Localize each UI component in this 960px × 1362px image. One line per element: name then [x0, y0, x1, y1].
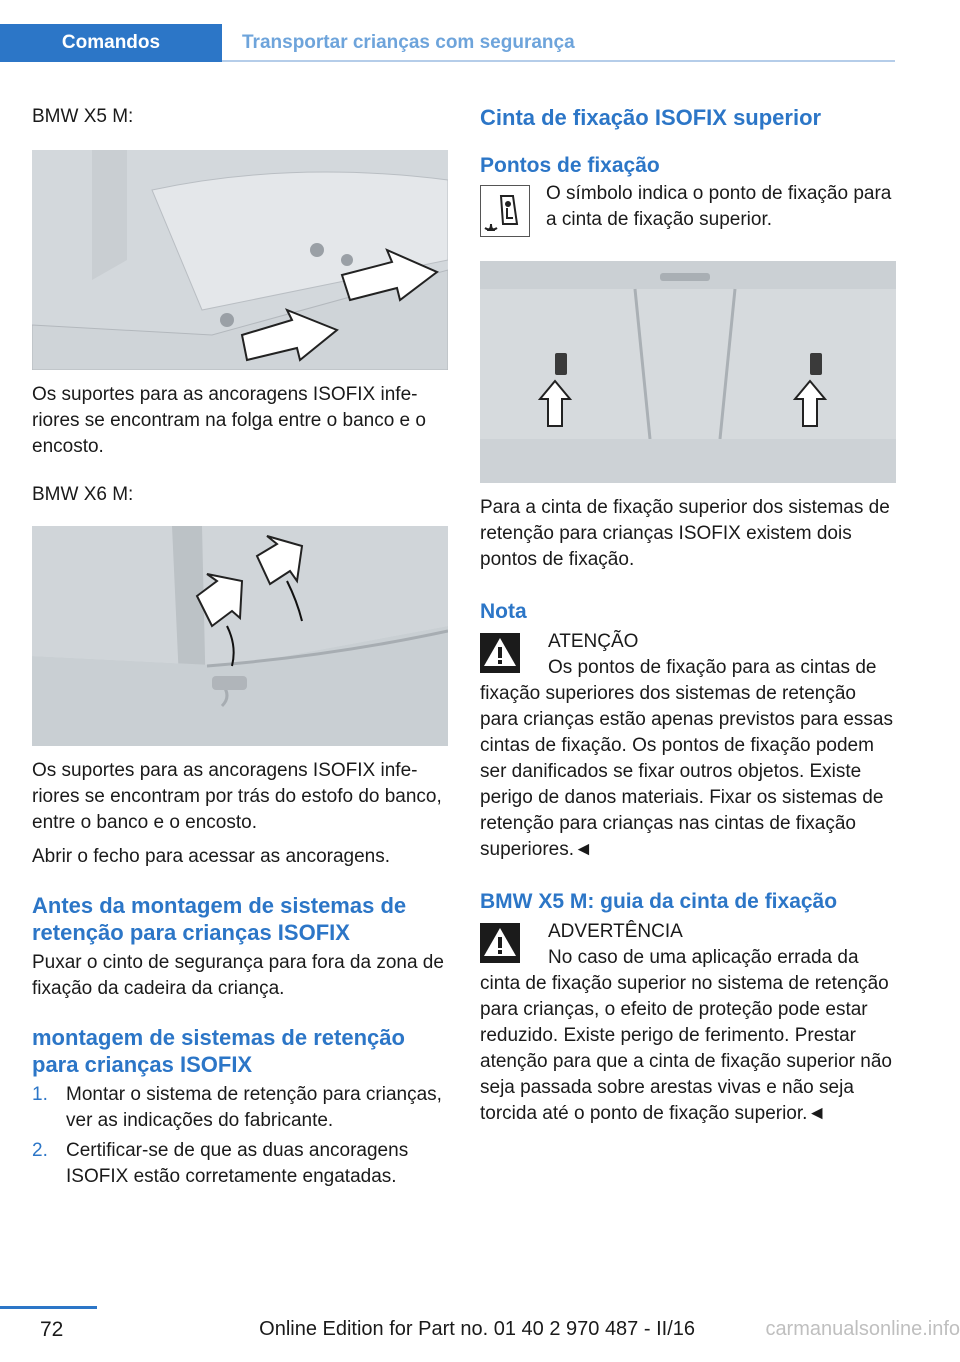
- warning-text: No caso de uma aplicação errada da cinta de fixação superior no sistema de retenção para crianças, o efeito de proteção pode estar reduzido. Existe perigo de ferimento. Prestar atenção para que a cinta de fixação superior não seja passada sobre arestas vivas e não seja torcida até o ponto de fixação superior.◄: [480, 947, 892, 1124]
- page-number: 72: [40, 1318, 64, 1341]
- list-item: [32, 1138, 448, 1190]
- x5-caption: Os suportes para as ancoragens ISOFIX inferiores se encontram na folga entre o banco e o encosto.: [32, 384, 426, 457]
- symbol-text: O símbolo indica o ponto de fixação para a cinta de fixação superior.: [546, 183, 892, 230]
- x6-open-text: Abrir o fecho para acessar as ancoragens.: [32, 846, 391, 867]
- symbol-block: [480, 181, 896, 243]
- x6-label: BMW X6 M:: [32, 484, 134, 505]
- warning-triangle-icon: [480, 923, 520, 963]
- attention-text: Os pontos de fixação para as cintas de fixação superiores dos sistemas de retenção para crianças estão apenas previstos para essas cintas de fixação. Os pontos de fixação podem ser danificados se fixar outros objetos. Existe perigo de danos materiais. Fixar os sistemas de retenção para crianças nas cintas de fixação superiores.◄: [480, 657, 893, 860]
- warning-block: [480, 919, 896, 1127]
- step-text: Montar o sistema de retenção para crianças, ver as indicações do fabricante.: [66, 1084, 442, 1131]
- step-text: Certificar-se de que as duas ancoragens ISOFIX estão corretamente engatadas.: [66, 1140, 409, 1187]
- page-header: [0, 0, 960, 62]
- x6-caption: Os suportes para as ancoragens ISOFIX inferiores se encontram por trás do estofo do banco, entre o banco e o encosto.: [32, 760, 442, 833]
- anchor-points-caption: Para a cinta de fixação superior dos sistemas de retenção para crianças ISOFIX existem dois pontos de fixação.: [480, 497, 890, 570]
- x5-label: BMW X5 M:: [32, 106, 134, 127]
- edition-text: Online Edition for Part no. 01 40 2 970 487 - II/16: [259, 1318, 695, 1340]
- heading-before-mounting: Antes da montagem de sistemas de retenção para crianças ISOFIX: [32, 893, 407, 945]
- anchor-points-illustration: [480, 261, 896, 483]
- heading-top-tether: Cinta de fixação ISOFIX superior: [480, 105, 822, 130]
- x6-seat-illustration: [32, 526, 448, 746]
- left-column: [32, 90, 448, 1190]
- warning-triangle-icon: [480, 633, 520, 673]
- chapter-tab[interactable]: Transportar crianças com segurança: [222, 24, 895, 62]
- watermark-text: carmanualsonline.info: [765, 1318, 960, 1340]
- step-number: 2.: [32, 1140, 48, 1161]
- attention-title: ATENÇÃO: [548, 631, 639, 652]
- step-number: 1.: [32, 1084, 48, 1105]
- x5-seat-figure: [32, 150, 448, 370]
- x6-seat-figure: [32, 526, 448, 746]
- heading-x5-strap-guide: BMW X5 M: guia da cinta de fixação: [480, 890, 838, 913]
- right-column: [480, 90, 896, 1127]
- section-tab[interactable]: Comandos: [0, 24, 222, 62]
- attention-block: [480, 629, 896, 863]
- heading-note: Nota: [480, 600, 527, 623]
- mounting-steps: [32, 1082, 448, 1190]
- before-mounting-text: Puxar o cinto de segurança para fora da zona de fixação da cadeira da criança.: [32, 952, 444, 999]
- heading-anchor-points: Pontos de fixação: [480, 154, 660, 177]
- footer-rule: [0, 1306, 97, 1309]
- heading-mounting: montagem de sistemas de retenção para crianças ISOFIX: [32, 1025, 405, 1077]
- child-seat-anchor-icon: [480, 185, 530, 237]
- list-item: [32, 1082, 448, 1134]
- warning-title: ADVERTÊNCIA: [548, 921, 683, 942]
- x5-seat-illustration: [32, 150, 448, 370]
- anchor-points-figure: [480, 261, 896, 483]
